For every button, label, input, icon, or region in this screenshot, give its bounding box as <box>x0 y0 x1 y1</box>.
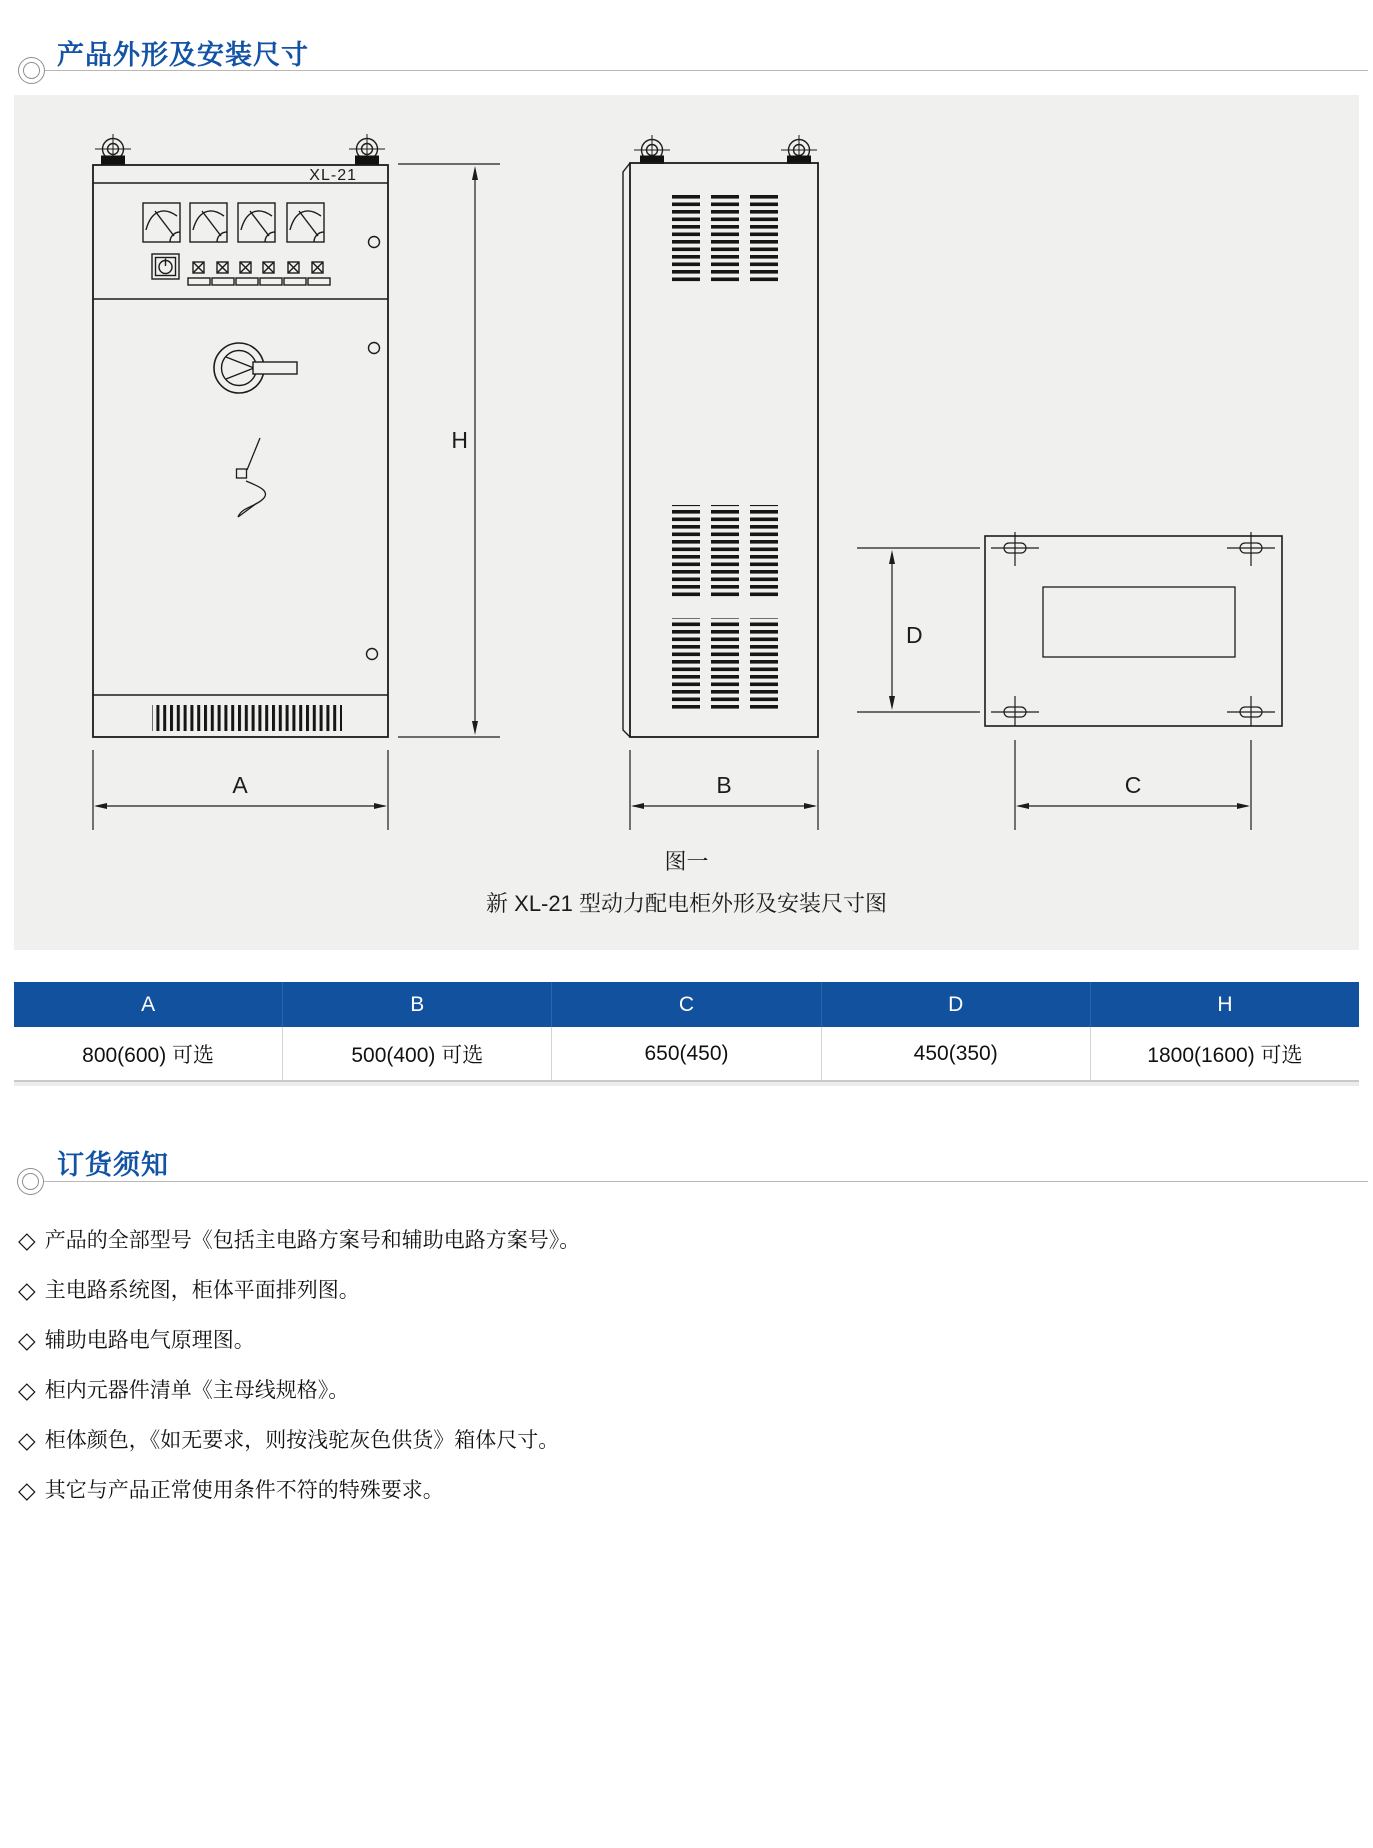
col-header-D: D <box>822 982 1091 1027</box>
panel-meter-icon <box>143 203 180 242</box>
col-header-B: B <box>283 982 552 1027</box>
dim-label-D: D <box>906 622 923 648</box>
side-vent-grille <box>672 194 778 710</box>
dim-label-B: B <box>716 772 732 798</box>
section2-title: 订货须知 <box>57 1150 169 1180</box>
order-note-item <box>18 1478 444 1504</box>
cabinet-model-label: XL-21 <box>309 167 357 184</box>
diamond-bullet-icon: ◇ <box>18 1227 36 1253</box>
section2-rule <box>42 1181 1368 1182</box>
value-D: 450(350) <box>822 1027 1091 1080</box>
value-B: 500(400) 可选 <box>283 1027 552 1080</box>
section1-title: 产品外形及安装尺寸 <box>57 40 309 70</box>
lifting-eye-icon <box>781 135 817 164</box>
rotary-handle-icon <box>214 343 297 393</box>
dimension-table <box>14 982 1359 1086</box>
front-view <box>93 134 388 737</box>
col-header-C: C <box>552 982 821 1027</box>
cabinet-technical-drawing <box>14 95 1359 855</box>
dimension-table-header-row <box>14 982 1359 1027</box>
lightning-symbol-icon <box>237 438 266 517</box>
dim-label-H: H <box>451 427 468 453</box>
lifting-eye-icon <box>349 134 385 165</box>
diamond-bullet-icon: ◇ <box>18 1377 36 1403</box>
vent-grille <box>152 705 342 731</box>
dimension-drawing-panel <box>14 95 1359 950</box>
side-view <box>623 135 818 737</box>
lifting-eye-icon <box>95 134 131 165</box>
section1-bullet-ring-icon <box>18 57 45 84</box>
order-note-text: 辅助电路电气原理图。 <box>44 1329 255 1352</box>
col-header-A: A <box>14 982 283 1027</box>
order-note-item <box>18 1378 349 1404</box>
dim-label-C: C <box>1124 772 1142 798</box>
diamond-bullet-icon: ◇ <box>18 1277 36 1303</box>
order-note-item <box>18 1328 255 1354</box>
figure-title-caption: 新 XL-21 型动力配电柜外形及安装尺寸图 <box>486 891 887 916</box>
lifting-eye-icon <box>634 135 670 164</box>
panel-meter-icon <box>238 203 275 242</box>
panel-meter-icon <box>190 203 227 242</box>
figure-number-caption: 图一 <box>664 849 709 874</box>
indicator-lamp-icon <box>193 262 323 273</box>
col-header-H: H <box>1217 992 1233 1016</box>
control-button-icon <box>152 254 179 279</box>
top-view <box>985 532 1282 726</box>
section2-bullet-ring-icon <box>17 1168 44 1195</box>
value-H: 1800(1600) 可选 <box>1147 1043 1303 1067</box>
value-C: 650(450) <box>552 1027 821 1080</box>
order-note-text: 柜体颜色，《如无要求，则按浅驼灰色供货》箱体尺寸。 <box>44 1429 560 1452</box>
door-knob-icon <box>367 649 378 660</box>
dim-label-A: A <box>232 772 248 798</box>
order-note-item <box>18 1278 360 1304</box>
diamond-bullet-icon: ◇ <box>18 1427 36 1453</box>
dimension-H <box>398 164 500 737</box>
order-note-text: 主电路系统图，柜体平面排列图。 <box>44 1279 360 1302</box>
dimension-table-value-row <box>14 1027 1359 1082</box>
section1-rule <box>42 70 1368 71</box>
order-note-text: 柜内元器件清单《主母线规格》。 <box>44 1379 350 1402</box>
door-knob-icon <box>369 343 380 354</box>
order-note-text: 其它与产品正常使用条件不符的特殊要求。 <box>44 1479 444 1502</box>
panel-meter-icon <box>287 203 324 242</box>
door-knob-icon <box>369 237 380 248</box>
order-note-text: 产品的全部型号《包括主电路方案号和辅助电路方案号》。 <box>44 1229 581 1252</box>
order-note-item <box>18 1428 559 1454</box>
lamp-label-strip <box>188 278 330 285</box>
value-A: 800(600) 可选 <box>14 1027 283 1080</box>
mounting-slot-icon <box>991 532 1275 726</box>
diamond-bullet-icon: ◇ <box>18 1477 36 1503</box>
order-note-item <box>18 1228 580 1254</box>
diamond-bullet-icon: ◇ <box>18 1327 36 1353</box>
